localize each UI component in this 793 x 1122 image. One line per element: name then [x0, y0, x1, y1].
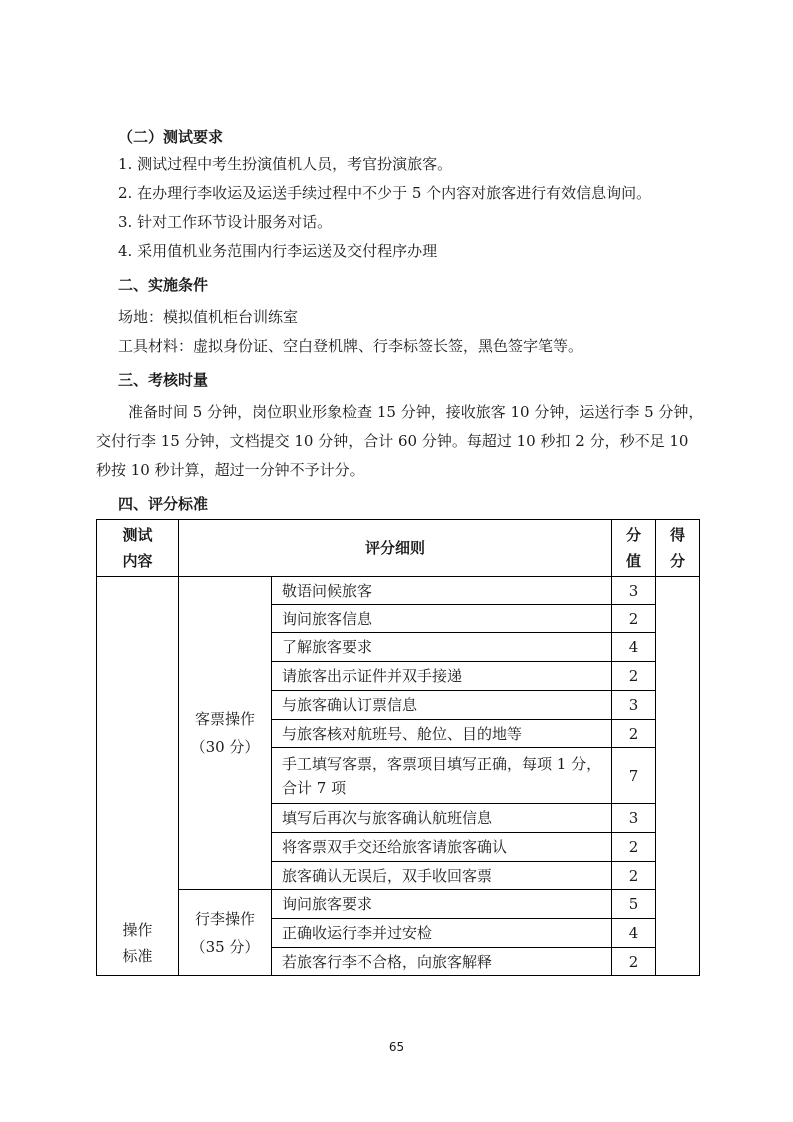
requirement-item: 3. 针对工作环节设计服务对话。: [118, 213, 333, 231]
rule-text: 若旅客行李不合格，向旅客解释: [272, 948, 612, 976]
rule-text: 正确收运行李并过安检: [272, 919, 612, 948]
rule-value: 7: [612, 748, 656, 804]
rule-value: 2: [612, 662, 656, 691]
rule-value: 5: [612, 890, 656, 919]
rule-value: 3: [612, 804, 656, 833]
section-heading-test-requirements: （二）测试要求: [118, 128, 224, 146]
requirement-item: 2. 在办理行李收运及运送手续过程中不少于 5 个内容对旅客进行有效信息询问。: [118, 184, 652, 202]
rule-value: 3: [612, 577, 656, 605]
rule-value: 2: [612, 948, 656, 976]
header-scoring-rules: 评分细则: [179, 520, 612, 577]
group-ticket-operation: 客票操作 （30 分）: [179, 577, 272, 890]
section-heading-conditions: 二、实施条件: [118, 276, 209, 294]
section-heading-scoring: 四、评分标准: [118, 495, 209, 513]
rule-text: 询问旅客要求: [272, 890, 612, 919]
tools-text: 工具材料：虚拟身份证、空白登机牌、行李标签长签，黑色签字笔等。: [118, 337, 584, 355]
rule-value: 4: [612, 919, 656, 948]
timing-paragraph-line: 准备时间 5 分钟，岗位职业形象检查 15 分钟，接收旅客 10 分钟，运送行李 5 分钟，: [128, 403, 704, 421]
timing-paragraph-line: 交付行李 15 分钟，文档提交 10 分钟，合计 60 分钟。每超过 10 秒扣 2 分，秒不足 10: [96, 432, 689, 450]
rule-text: 询问旅客信息: [272, 605, 612, 633]
rule-text: 与旅客核对航班号、舱位、目的地等: [272, 720, 612, 748]
table-row: [97, 577, 700, 605]
rule-text: 请旅客出示证件并双手接递: [272, 662, 612, 691]
timing-paragraph-line: 秒按 10 秒计算，超过一分钟不予计分。: [96, 461, 365, 479]
rule-text: 旅客确认无误后，双手收回客票: [272, 862, 612, 890]
table-row: [97, 890, 700, 919]
page-number: 65: [388, 1040, 405, 1054]
scoring-table: [96, 519, 700, 976]
rule-text: 填写后再次与旅客确认航班信息: [272, 804, 612, 833]
section-heading-timing: 三、考核时量: [118, 371, 209, 389]
rule-text: 了解旅客要求: [272, 633, 612, 662]
score-cell: [656, 577, 700, 976]
rule-text: 将客票双手交还给旅客请旅客确认: [272, 833, 612, 862]
rule-value: 2: [612, 862, 656, 890]
venue-text: 场地：模拟值机柜台训练室: [118, 308, 299, 326]
requirement-item: 1. 测试过程中考生扮演值机人员，考官扮演旅客。: [118, 155, 453, 173]
rule-text: 与旅客确认订票信息: [272, 691, 612, 720]
header-test-content: 测试 内容: [97, 520, 179, 577]
requirement-item: 4. 采用值机业务范围内行李运送及交付程序办理: [118, 242, 438, 260]
rule-value: 2: [612, 720, 656, 748]
rule-text: 敬语问候旅客: [272, 577, 612, 605]
rule-value: 3: [612, 691, 656, 720]
rule-value: 2: [612, 833, 656, 862]
rule-value: 2: [612, 605, 656, 633]
header-score: 得 分: [656, 520, 700, 577]
group-baggage-operation: 行李操作 （35 分）: [179, 890, 272, 976]
header-points: 分 值: [612, 520, 656, 577]
rule-value: 4: [612, 633, 656, 662]
table-header-row: [97, 520, 700, 577]
rule-text: 手工填写客票，客票项目填写正确，每项 1 分， 合计 7 项: [272, 748, 612, 804]
category-operation-standard: 操作 标准: [97, 577, 179, 976]
